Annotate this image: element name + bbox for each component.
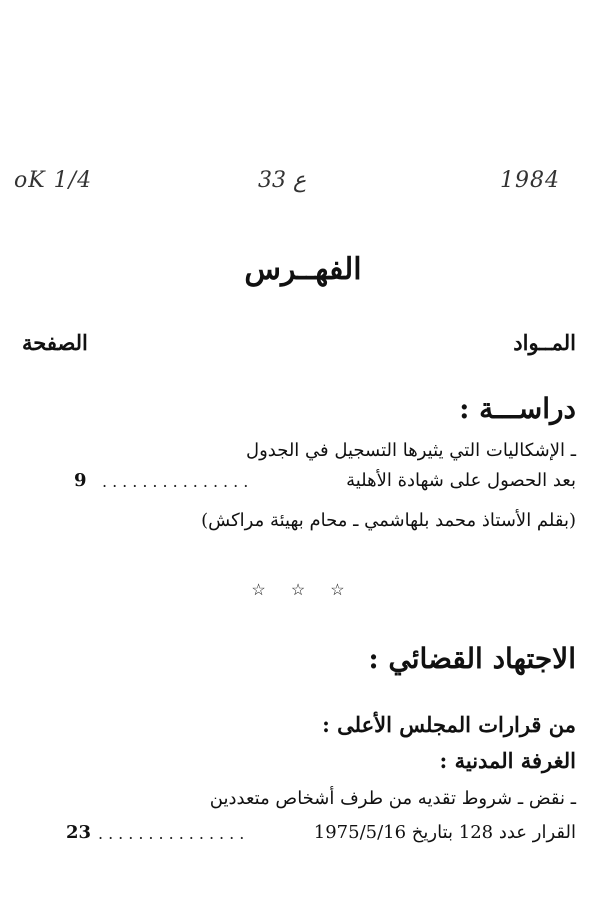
column-header-page: الصفحة [22,330,88,355]
entry-author: (بقلم الأستاذ محمد بلهاشمي ـ محام بهيئة مراكش) [201,510,576,531]
section-heading-study: دراســـة : [459,392,576,425]
handwritten-note-left: oK 1/4 [14,168,93,193]
entry-line: ـ الإشكاليات التي يثيرها التسجيل في الجدول [245,440,576,461]
column-header-subjects: المــواد [513,330,576,355]
leader-dots: ............... [102,472,254,491]
handwritten-note-right: 1984 [500,168,560,193]
leader-dots: ............... [98,824,250,843]
page-number: 23 [66,822,92,843]
star-separator: ☆ ☆ ☆ [251,580,355,599]
entry-line: بعد الحصول على شهادة الأهلية [346,470,576,491]
page-title: الفهــرس [244,252,362,287]
page-number: 9 [74,470,87,491]
entry-line: القرار عدد 128 بتاريخ 1975/5/16 [313,822,576,843]
subsection-heading: من قرارات المجلس الأعلى : [322,712,576,737]
handwritten-note-middle: 33 ع [258,168,307,193]
chamber-heading: الغرفة المدنية : [439,748,576,773]
section-heading-jurisprudence: الاجتهاد القضائي : [368,642,576,675]
entry-line: ـ نقض ـ شروط تقديه من طرف أشخاص متعددين [209,788,576,809]
